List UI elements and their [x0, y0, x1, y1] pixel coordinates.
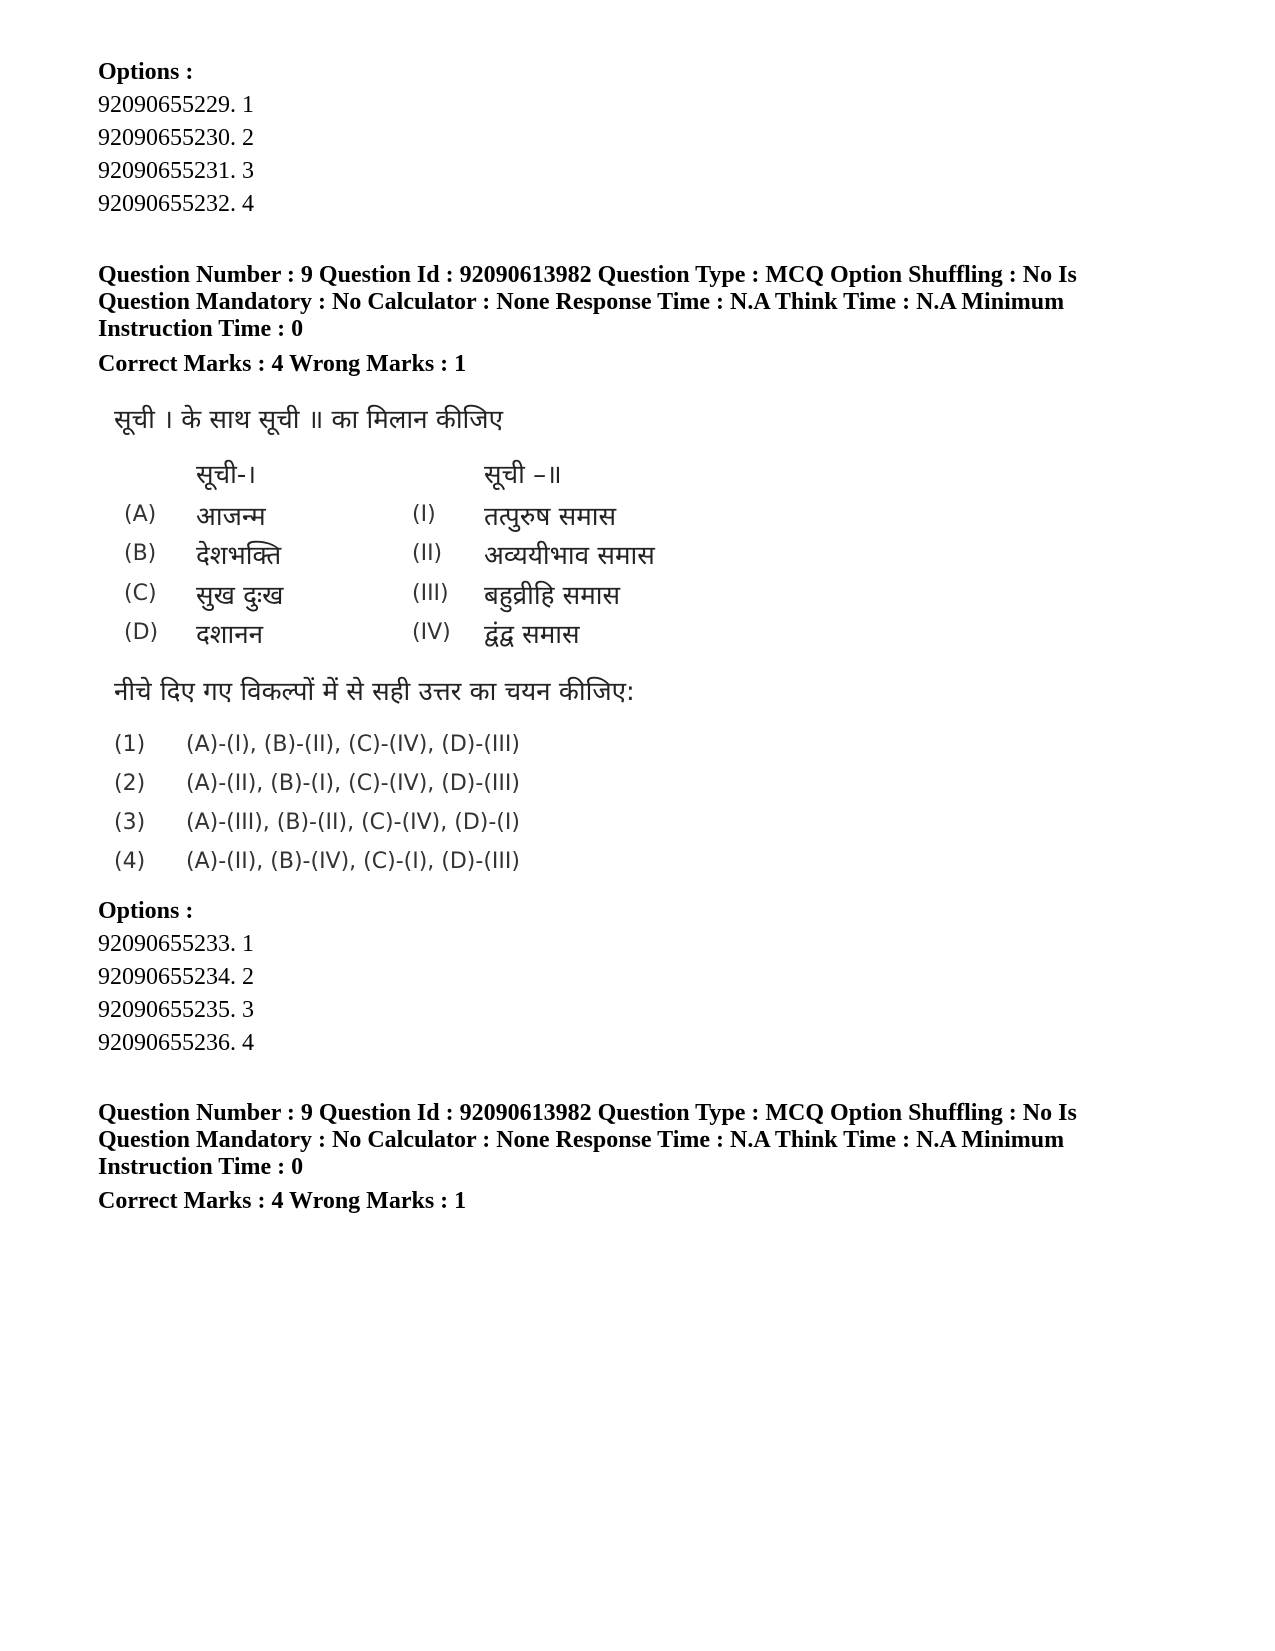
choice-num-1: (1): [114, 732, 146, 757]
choice-num-3: (3): [114, 810, 146, 835]
next-question-meta-line-2: Question Mandatory : No Calculator : None Response Time : N.A Think Time : N.A Minimum: [98, 1127, 1065, 1153]
top-options-heading: Options :: [98, 59, 194, 85]
question-meta-line-1: Question Number : 9 Question Id : 92090613982 Question Type : MCQ Option Shuffling : No Is: [98, 262, 1077, 288]
list1-header: सूची-।: [196, 460, 257, 490]
choose-prompt: नीचे दिए गए विकल्पों में से सही उत्तर का चयन कीजिए:: [114, 677, 635, 707]
question-option-3: 92090655235. 3: [98, 997, 254, 1023]
question-option-1: 92090655233. 1: [98, 931, 254, 957]
top-option-2: 92090655230. 2: [98, 125, 254, 151]
question-meta: [98, 262, 1178, 343]
choice-num-2: (2): [114, 771, 146, 796]
list1-item-c: सुख दुःख: [196, 581, 284, 611]
question-options-block: [98, 895, 254, 1060]
top-option-4: 92090655232. 4: [98, 191, 254, 217]
question-meta-line-2: Question Mandatory : No Calculator : None Response Time : N.A Think Time : N.A Minimum: [98, 289, 1065, 315]
list2-item-ii: अव्ययीभाव समास: [484, 541, 655, 571]
question-option-2: 92090655234. 2: [98, 964, 254, 990]
choice-text-2: (A)-(II), (B)-(I), (C)-(IV), (D)-(III): [186, 771, 520, 796]
list1-item-a: आजन्म: [196, 502, 266, 532]
top-option-1: 92090655229. 1: [98, 92, 254, 118]
question-instruction: सूची । के साथ सूची ॥ का मिलान कीजिए: [114, 405, 503, 435]
choice-text-3: (A)-(III), (B)-(II), (C)-(IV), (D)-(I): [186, 810, 520, 835]
choice-text-1: (A)-(I), (B)-(II), (C)-(IV), (D)-(III): [186, 732, 520, 757]
choice-text-4: (A)-(II), (B)-(IV), (C)-(I), (D)-(III): [186, 849, 520, 874]
list1-label-d: (D): [124, 620, 159, 645]
question-option-4: 92090655236. 4: [98, 1030, 254, 1056]
list2-item-i: तत्पुरुष समास: [484, 502, 617, 532]
list1-item-b: देशभक्ति: [196, 541, 282, 571]
list2-item-iii: बहुव्रीहि समास: [484, 581, 621, 611]
list2-item-iv: द्वंद्व समास: [484, 620, 580, 650]
list1-label-c: (C): [124, 581, 157, 606]
question-options-heading: Options :: [98, 898, 194, 924]
list2-label-ii: (II): [412, 541, 443, 566]
question-marks: Correct Marks : 4 Wrong Marks : 1: [98, 351, 467, 377]
list1-label-b: (B): [124, 541, 157, 566]
list2-label-iv: (IV): [412, 620, 451, 645]
list2-header: सूची –॥: [484, 460, 562, 490]
list1-item-d: दशानन: [196, 620, 264, 650]
next-question-marks: Correct Marks : 4 Wrong Marks : 1: [98, 1188, 467, 1214]
next-question-meta-line-3: Instruction Time : 0: [98, 1154, 304, 1180]
top-options-block: [98, 56, 254, 221]
choice-num-4: (4): [114, 849, 146, 874]
list2-label-i: (I): [412, 502, 436, 527]
list2-label-iii: (III): [412, 581, 449, 606]
question-meta-line-3: Instruction Time : 0: [98, 316, 304, 342]
next-question-meta: [98, 1100, 1178, 1181]
next-question-meta-line-1: Question Number : 9 Question Id : 92090613982 Question Type : MCQ Option Shuffling : No Is: [98, 1100, 1077, 1126]
question-body: [114, 400, 814, 910]
list1-label-a: (A): [124, 502, 157, 527]
top-option-3: 92090655231. 3: [98, 158, 254, 184]
